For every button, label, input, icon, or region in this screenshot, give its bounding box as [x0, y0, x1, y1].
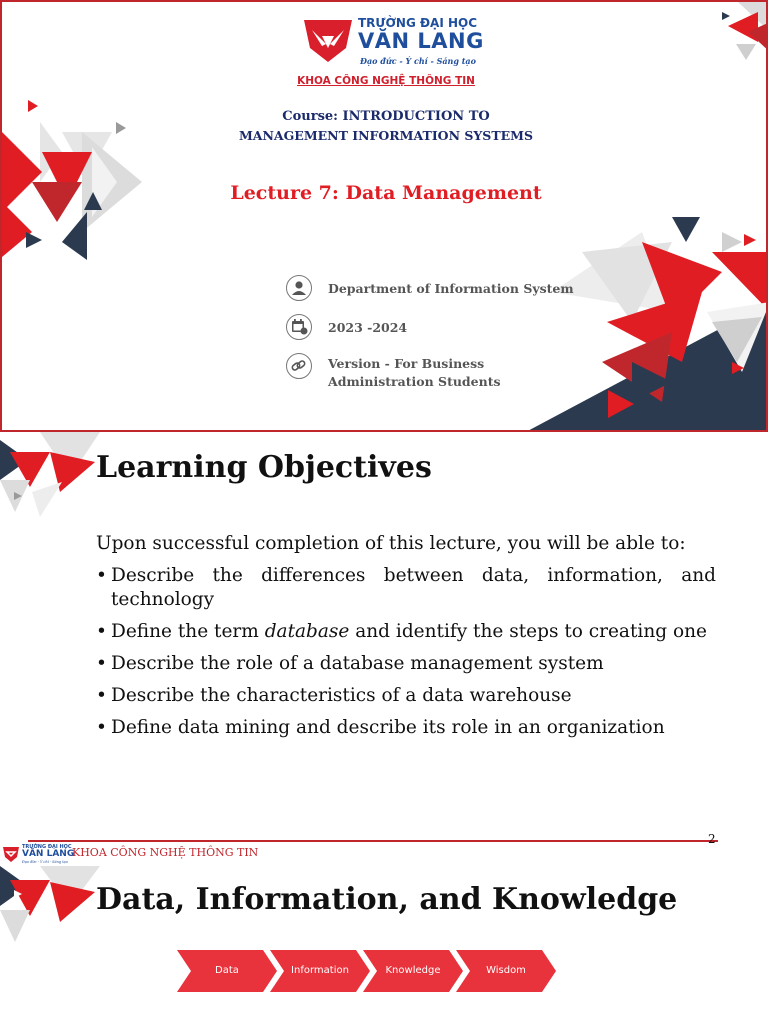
mini-school-line2: VĂN LANG [22, 849, 75, 859]
mini-logo-shield-icon [2, 846, 20, 864]
list-item [96, 684, 716, 708]
version-text-line2: Administration Students [328, 374, 501, 389]
step-chevron-knowledge [363, 950, 469, 992]
step-chevron-data [177, 950, 283, 992]
mini-school-motto: Đạo đức - Ý chí - Sáng tạo [22, 860, 68, 864]
objective-text: Describe the role of a database management system [111, 653, 604, 674]
school-name-line1: TRƯỜNG ĐẠI HỌC [358, 16, 478, 30]
department-text: Department of Information System [328, 281, 574, 296]
top-right-decoration [708, 2, 768, 72]
mini-school-line1: TRƯỜNG ĐẠI HỌC [22, 844, 72, 850]
intro-text: Upon successful completion of this lecture, you will be able to: [96, 533, 686, 554]
step-label: Data [215, 965, 239, 976]
title-slide [0, 0, 768, 432]
bottom-right-decoration [522, 212, 768, 432]
logo-shield-icon [302, 18, 354, 64]
objective-text-after: and identify the steps to creating one [349, 621, 707, 642]
objective-text: Define data mining and describe its role in an organization [111, 717, 665, 738]
list-item [96, 652, 716, 676]
list-item [96, 620, 716, 644]
step-chevron-wisdom [456, 950, 562, 992]
mini-faculty-name: KHOA CÔNG NGHỆ THÔNG TIN [72, 846, 259, 859]
academic-year-text: 2023 -2024 [328, 320, 408, 335]
corner-triangle-decoration [0, 866, 100, 946]
bullet: • [96, 621, 107, 642]
course-title-line2: MANAGEMENT INFORMATION SYSTEMS [238, 128, 534, 143]
bullet: • [96, 685, 107, 706]
objective-text: Describe the characteristics of a data warehouse [111, 685, 572, 706]
school-motto: Đạo đức - Ý chí - Sáng tạo [360, 56, 476, 66]
course-title-line1: Course: INTRODUCTION TO [282, 109, 490, 124]
step-label: Information [291, 965, 349, 976]
lecture-title: Lecture 7: Data Management [230, 182, 542, 204]
mini-university-logo [2, 844, 75, 866]
step-label: Wisdom [486, 965, 526, 976]
learning-objectives-slide [0, 432, 768, 810]
objective-text-before: Define the term [111, 621, 265, 642]
list-item [96, 564, 716, 612]
person-icon [286, 275, 312, 301]
university-logo [302, 14, 482, 72]
corner-triangle-decoration [0, 432, 100, 522]
header-divider [28, 840, 718, 842]
page-number: 2 [708, 832, 716, 846]
slide-title: Data, Information, and Knowledge [96, 882, 678, 917]
version-text-line1: Version - For Business [328, 356, 485, 371]
calendar-icon [286, 314, 312, 340]
data-information-knowledge-slide [0, 810, 768, 1024]
bullet: • [96, 565, 107, 586]
step-chevron-information [270, 950, 376, 992]
list-item [96, 716, 716, 740]
objective-emphasis: database [264, 621, 350, 642]
slide-title: Learning Objectives [96, 450, 432, 485]
objective-text: Describe the differences between data, information, and technology [111, 565, 716, 610]
step-label: Knowledge [385, 965, 441, 976]
bullet: • [96, 653, 107, 674]
link-icon [286, 353, 312, 379]
faculty-name: KHOA CÔNG NGHỆ THÔNG TIN [297, 75, 475, 87]
school-name-line2: VĂN LANG [358, 29, 484, 53]
objectives-list [96, 564, 716, 748]
bullet: • [96, 717, 107, 738]
